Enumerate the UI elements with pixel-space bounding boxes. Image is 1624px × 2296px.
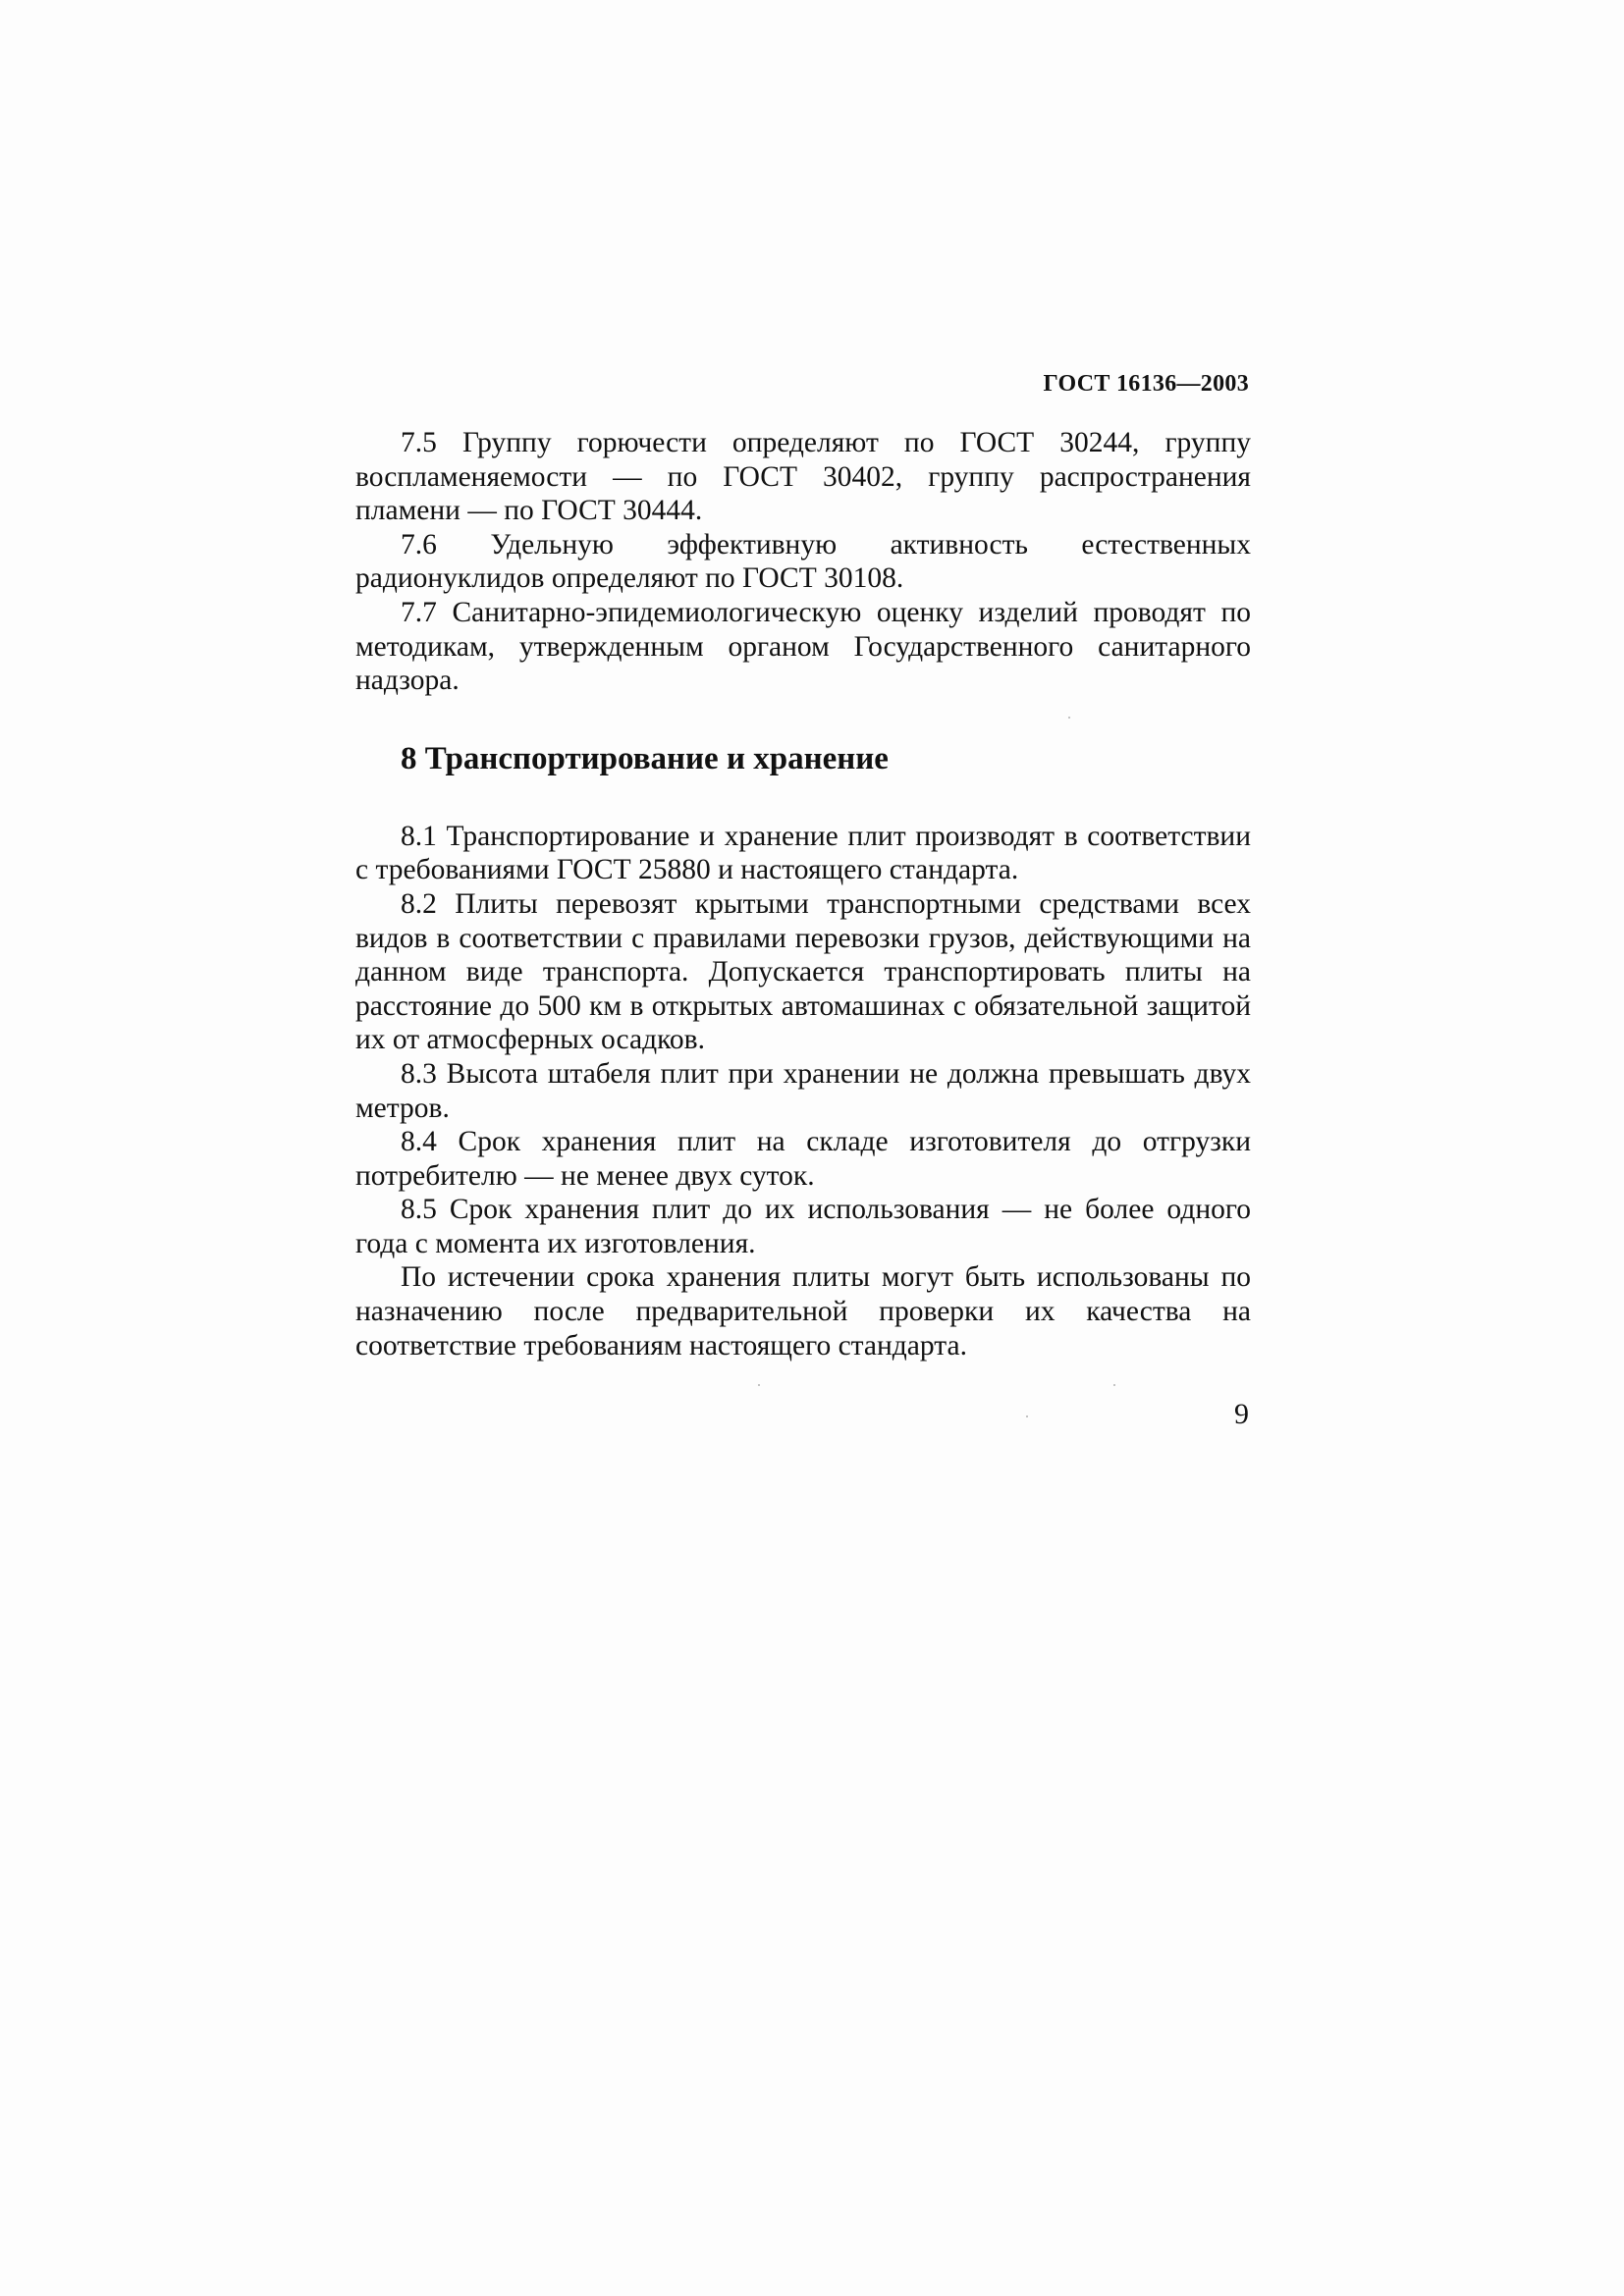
paragraph-storage-expiry: По истечении срока хранения плиты могут быть использованы по назначению после предварительной проверки их качества на соответствие требованиям настоящего стандарта. <box>355 1261 1251 1362</box>
document-body <box>355 426 1251 1362</box>
paragraph-7-7: 7.7 Санитарно-эпидемиологическую оценку изделий проводят по методикам, утвержденным органом Государственного санитарного надзора. <box>355 596 1251 697</box>
scan-speck <box>1068 717 1070 719</box>
page-number: 9 <box>1234 1398 1249 1430</box>
scan-speck <box>1113 1384 1115 1386</box>
scan-speck <box>1026 1415 1028 1417</box>
paragraph-8-3: 8.3 Высота штабеля плит при хранении не должна превышать двух метров. <box>355 1057 1251 1124</box>
paragraph-8-5: 8.5 Срок хранения плит до их использования — не более одного года с момента их изготовления. <box>355 1194 1251 1259</box>
section-title: 8 Транспортирование и хранение <box>401 740 889 776</box>
paragraph-7-6: 7.6 Удельную эффективную активность естественных радионуклидов определяют по ГОСТ 30108. <box>355 528 1251 595</box>
scan-speck <box>758 1384 760 1386</box>
paragraph-8-2: 8.2 Плиты перевозят крытыми транспортными средствами всех видов в соответствии с правилами перевозки грузов, действующими на данном виде транспорта. Допускается транспортировать плиты на расстояние до 500 км в открытых автомашинах с обязательной защитой их от атмосферных осадков. <box>355 887 1251 1056</box>
paragraph-8-4: 8.4 Срок хранения плит на складе изготовителя до отгрузки потребителю — не менее двух суток. <box>355 1126 1251 1192</box>
standard-header: ГОСТ 16136—2003 <box>1043 371 1249 397</box>
paragraph-7-5: 7.5 Группу горючести определяют по ГОСТ 30244, группу воспламеняемости — по ГОСТ 30402, группу распространения пламени — по ГОСТ 30444. <box>355 427 1251 527</box>
paragraph-8-1: 8.1 Транспортирование и хранение плит производят в соответствии с требованиями ГОСТ 25880 и настоящего стандарта. <box>355 820 1251 886</box>
